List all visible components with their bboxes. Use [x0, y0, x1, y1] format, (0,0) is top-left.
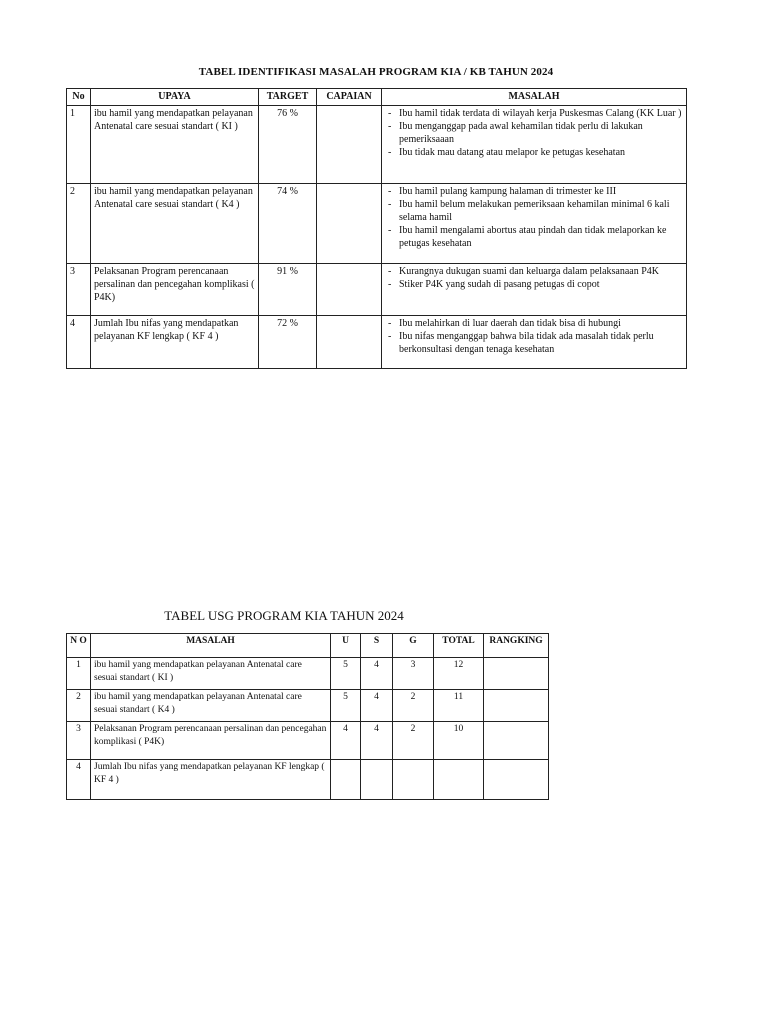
table-row — [67, 722, 549, 760]
table-row — [67, 760, 549, 800]
header-s: S — [361, 634, 393, 658]
row-capaian — [317, 184, 382, 264]
row-u: 4 — [331, 722, 361, 760]
row-no: 4 — [67, 760, 91, 800]
header-no: N O — [67, 634, 91, 658]
row-s: 4 — [361, 722, 393, 760]
row-s: 4 — [361, 690, 393, 722]
header-g: G — [393, 634, 434, 658]
table2-title: TABEL USG PROGRAM KIA TAHUN 2024 — [164, 608, 404, 623]
row-masalah — [382, 316, 687, 369]
row-target: 76 % — [259, 106, 317, 184]
row-target: 72 % — [259, 316, 317, 369]
row-masalah: Jumlah Ibu nifas yang mendapatkan pelayanan KF lengkap ( KF 4 ) — [91, 760, 331, 800]
masalah-item: - Ibu hamil tidak terdata di wilayah kerja Puskesmas Calang (KK Luar ) — [399, 107, 683, 120]
table1-title: TABEL IDENTIFIKASI MASALAH PROGRAM KIA / KB TAHUN 2024 — [198, 66, 554, 78]
header-masalah: MASALAH — [382, 89, 687, 106]
row-no: 3 — [67, 264, 91, 316]
row-target: 74 % — [259, 184, 317, 264]
row-capaian — [317, 106, 382, 184]
row-no: 1 — [67, 106, 91, 184]
header-capaian: CAPAIAN — [317, 89, 382, 106]
row-masalah: Pelaksanan Program perencanaan persalinan dan pencegahan komplikasi ( P4K) — [91, 722, 331, 760]
row-no: 2 — [67, 184, 91, 264]
row-upaya: ibu hamil yang mendapatkan pelayanan Antenatal care sesuai standart ( K4 ) — [91, 184, 259, 264]
table-row — [67, 264, 687, 316]
row-s: 4 — [361, 658, 393, 690]
masalah-identification-table — [66, 88, 687, 369]
masalah-item: - Ibu melahirkan di luar daerah dan tidak bisa di hubungi — [399, 317, 683, 330]
usg-table — [66, 633, 549, 800]
row-total: 12 — [434, 658, 484, 690]
row-upaya: ibu hamil yang mendapatkan pelayanan Antenatal care sesuai standart ( KI ) — [91, 106, 259, 184]
header-no: No — [67, 89, 91, 106]
masalah-item: - Ibu nifas menganggap bahwa bila tidak ada masalah tidak perlu berkonsultasi dengan tenaga kesehatan — [399, 330, 683, 356]
row-masalah — [382, 184, 687, 264]
row-total: 10 — [434, 722, 484, 760]
masalah-item: - Ibu menganggap pada awal kehamilan tidak perlu di lakukan pemeriksaaan — [399, 120, 683, 146]
row-total: 11 — [434, 690, 484, 722]
row-no: 4 — [67, 316, 91, 369]
table-row — [67, 690, 549, 722]
row-g — [393, 760, 434, 800]
row-u: 5 — [331, 690, 361, 722]
row-capaian — [317, 316, 382, 369]
row-masalah — [382, 264, 687, 316]
masalah-item: - Ibu tidak mau datang atau melapor ke petugas kesehatan — [399, 146, 683, 159]
header-target: TARGET — [259, 89, 317, 106]
table-header-row — [67, 634, 549, 658]
row-no: 1 — [67, 658, 91, 690]
header-total: TOTAL — [434, 634, 484, 658]
row-masalah: ibu hamil yang mendapatkan pelayanan Antenatal care sesuai standart ( KI ) — [91, 658, 331, 690]
row-rangking — [484, 658, 549, 690]
masalah-item: - Ibu hamil mengalami abortus atau pindah dan tidak melaporkan ke petugas kesehatan — [399, 224, 683, 250]
row-no: 3 — [67, 722, 91, 760]
masalah-item: - Kurangnya dukugan suami dan keluarga dalam pelaksanaan P4K — [399, 265, 683, 278]
header-upaya: UPAYA — [91, 89, 259, 106]
masalah-item: - Ibu hamil belum melakukan pemeriksaan kehamilan minimal 6 kali selama hamil — [399, 198, 683, 224]
row-capaian — [317, 264, 382, 316]
header-rangking: RANGKING — [484, 634, 549, 658]
row-rangking — [484, 760, 549, 800]
table-row — [67, 106, 687, 184]
header-u: U — [331, 634, 361, 658]
row-u — [331, 760, 361, 800]
row-rangking — [484, 690, 549, 722]
row-s — [361, 760, 393, 800]
table-row — [67, 184, 687, 264]
table-row — [67, 316, 687, 369]
row-masalah — [382, 106, 687, 184]
header-masalah: MASALAH — [91, 634, 331, 658]
row-masalah: ibu hamil yang mendapatkan pelayanan Antenatal care sesuai standart ( K4 ) — [91, 690, 331, 722]
masalah-item: - Stiker P4K yang sudah di pasang petugas di copot — [399, 278, 683, 291]
row-upaya: Jumlah Ibu nifas yang mendapatkan pelayanan KF lengkap ( KF 4 ) — [91, 316, 259, 369]
row-g: 2 — [393, 722, 434, 760]
row-upaya: Pelaksanan Program perencanaan persalinan dan pencegahan komplikasi ( P4K) — [91, 264, 259, 316]
masalah-item: - Ibu hamil pulang kampung halaman di trimester ke III — [399, 185, 683, 198]
row-u: 5 — [331, 658, 361, 690]
row-g: 2 — [393, 690, 434, 722]
row-rangking — [484, 722, 549, 760]
row-target: 91 % — [259, 264, 317, 316]
table-row — [67, 658, 549, 690]
table-header-row — [67, 89, 687, 106]
row-g: 3 — [393, 658, 434, 690]
row-total — [434, 760, 484, 800]
row-no: 2 — [67, 690, 91, 722]
